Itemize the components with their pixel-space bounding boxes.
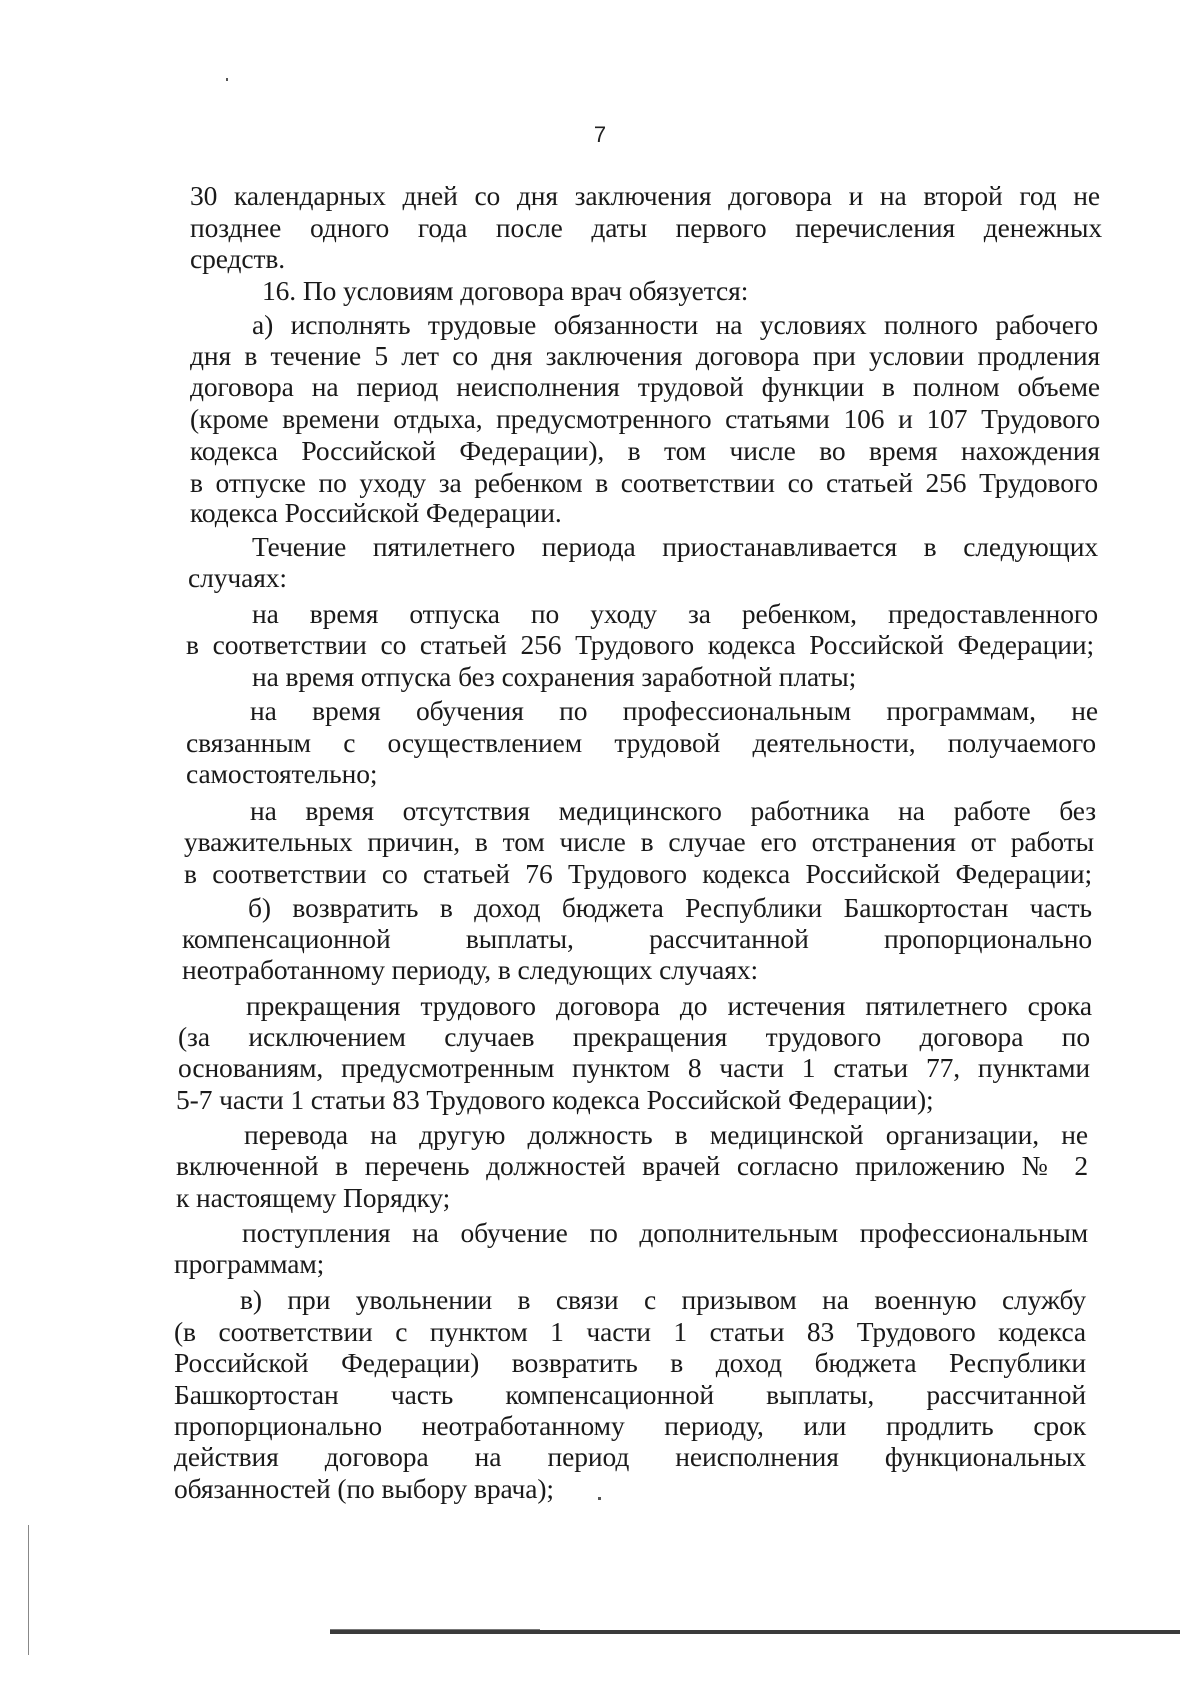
text-line: б) возвратить в доход бюджета Республики Башкортостан часть <box>248 892 1092 923</box>
text-line: Течение пятилетнего периода приостанавливается в следующих <box>252 531 1098 562</box>
text-line: на время отпуска по уходу за ребенком, предоставленного <box>252 598 1098 629</box>
text-line: перевода на другую должность в медицинской организации, не <box>244 1119 1088 1150</box>
text-line: действия договора на период неисполнения функциональных <box>174 1441 1086 1472</box>
text-line: обязанностей (по выбору врача); <box>174 1473 554 1504</box>
text-line: на время отпуска без сохранения заработной платы; <box>252 661 857 692</box>
text-line: связанным с осуществлением трудовой деятельности, получаемого <box>186 727 1096 758</box>
text-line: основаниям, предусмотренным пунктом 8 части 1 статьи 77, пунктами <box>178 1052 1090 1083</box>
text-line: на время обучения по профессиональным программам, не <box>250 695 1098 726</box>
text-line: (кроме времени отдыха, предусмотренного статьями 106 и 107 Трудового <box>190 403 1100 434</box>
text-line: самостоятельно; <box>186 758 378 789</box>
text-line: уважительных причин, в том числе в случае его отстранения от работы <box>184 826 1094 857</box>
text-line: в соответствии со статьей 76 Трудового кодекса Российской Федерации; <box>184 858 1092 889</box>
text-line: пропорционально неотработанному периоду, или продлить срок <box>174 1410 1086 1441</box>
text-line: программам; <box>174 1248 325 1279</box>
text-line: кодекса Российской Федерации), в том числе во время нахождения <box>190 435 1100 466</box>
text-line: дня в течение 5 лет со дня заключения договора при условии продления <box>190 340 1100 371</box>
text-line: в соответствии со статьей 256 Трудового кодекса Российской Федерации; <box>186 629 1094 660</box>
text-line: 30 календарных дней со дня заключения договора и на второй год не <box>190 180 1100 211</box>
text-line: на время отсутствия медицинского работника на работе без <box>250 795 1096 826</box>
text-line: случаях: <box>188 562 287 593</box>
text-line: в отпуске по уходу за ребенком в соответствии со статьей 256 Трудового <box>190 467 1098 498</box>
text-line: Башкортостан часть компенсационной выплаты, рассчитанной <box>174 1379 1086 1410</box>
scan-edge-line <box>28 1525 29 1655</box>
text-line: позднее одного года после даты первого перечисления денежных <box>190 212 1102 243</box>
text-line: включенной в перечень должностей врачей согласно приложению № 2 <box>176 1150 1088 1181</box>
text-line: поступления на обучение по дополнительным профессиональным <box>242 1217 1088 1248</box>
page-number: 7 <box>593 122 607 147</box>
text-line: (за исключением случаев прекращения трудового договора по <box>178 1021 1090 1052</box>
text-line: прекращения трудового договора до истечения пятилетнего срока <box>246 990 1092 1021</box>
text-line: в) при увольнении в связи с призывом на военную службу <box>240 1284 1086 1315</box>
text-line: а) исполнять трудовые обязанности на условиях полного рабочего <box>252 309 1098 340</box>
text-line: договора на период неисполнения трудовой функции в полном объеме <box>190 371 1100 402</box>
text-line: 5-7 части 1 статьи 83 Трудового кодекса Российской Федерации); <box>176 1084 934 1115</box>
scan-bottom-edge <box>330 1630 1180 1634</box>
scan-speck <box>226 78 228 81</box>
text-line: 16. По условиям договора врач обязуется: <box>262 275 749 306</box>
text-line: неотработанному периоду, в следующих случаях: <box>182 954 759 985</box>
text-line: средств. <box>190 243 286 274</box>
text-line: к настоящему Порядку; <box>176 1182 451 1213</box>
text-line: компенсационной выплаты, рассчитанной пропорционально <box>182 923 1092 954</box>
text-line: кодекса Российской Федерации. <box>190 497 562 528</box>
scan-speck <box>598 1497 601 1500</box>
text-line: (в соответствии с пунктом 1 части 1 статьи 83 Трудового кодекса <box>174 1316 1086 1347</box>
text-line: Российской Федерации) возвратить в доход бюджета Республики <box>174 1347 1086 1378</box>
